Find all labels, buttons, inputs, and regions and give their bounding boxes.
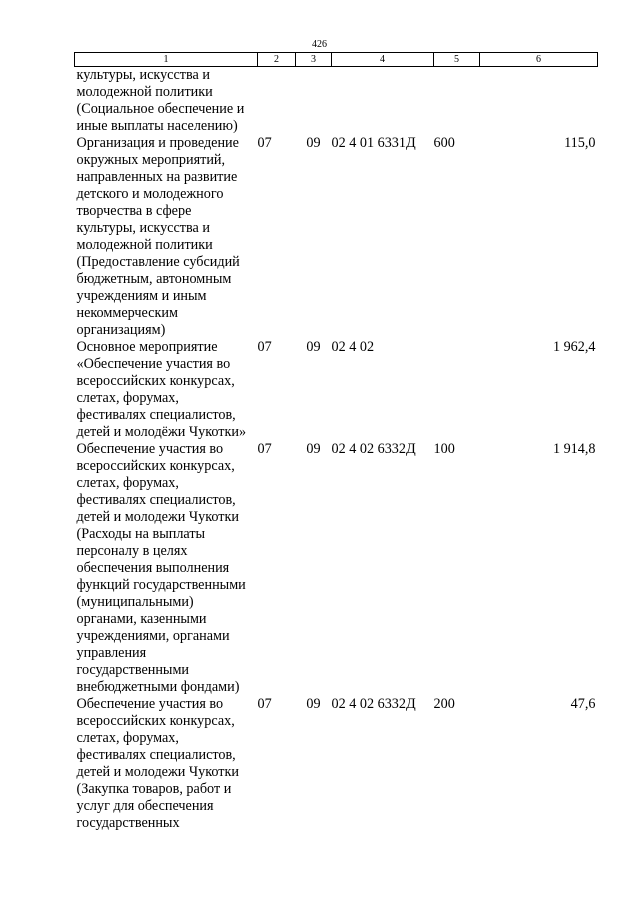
amount-value: 1 962,4 [552, 339, 596, 355]
row-name-line: внебюджетными фондами) [76, 679, 240, 695]
header-col-3: 3 [296, 53, 332, 67]
amount-value: 1 914,8 [552, 441, 596, 457]
section-code: 09 [306, 696, 321, 712]
row-name-line: (муниципальными) [76, 594, 194, 610]
header-col-5: 5 [434, 53, 480, 67]
table-row [75, 135, 598, 339]
table-body [75, 67, 598, 833]
table-row [75, 339, 598, 441]
row-name-line: направленных на развитие [76, 169, 238, 185]
row-name-line: (Закупка товаров, работ и [76, 781, 232, 797]
amount-value: 47,6 [570, 696, 596, 712]
row-name-line: слетах, форумах, [76, 730, 179, 746]
table-header [75, 53, 598, 67]
row-name-line: обеспечения выполнения [76, 560, 230, 576]
row-name-line: Обеспечение участия во [76, 441, 224, 457]
row-name-line: услуг для обеспечения [76, 798, 214, 814]
table-row [75, 67, 598, 136]
table-row [75, 441, 598, 696]
row-name-line: культуры, искусства и [76, 220, 210, 236]
target-article-code [332, 67, 434, 136]
row-name-line: (Социальное обеспечение и [76, 101, 245, 117]
row-name-line: учреждениями, органами [76, 628, 230, 644]
row-name-line: детей и молодежи Чукотки [76, 509, 239, 525]
row-name-line: бюджетным, автономным [76, 271, 232, 287]
expense-type-code [434, 339, 480, 441]
row-name-line: молодежной политики [76, 84, 213, 100]
header-col-1: 1 [75, 53, 258, 67]
target-article-code: 02 4 02 [331, 339, 375, 355]
row-name [75, 135, 258, 339]
row-name-line: управления [76, 645, 147, 661]
amount-value: 115,0 [564, 135, 596, 151]
row-name-line: государственных [76, 815, 180, 831]
expense-type-code: 100 [433, 441, 455, 457]
ministry-code: 07 [257, 339, 272, 355]
ministry-code: 07 [257, 135, 272, 151]
row-name [75, 339, 258, 441]
budget-table [74, 52, 598, 832]
row-name-line: культуры, искусства и [76, 67, 210, 83]
section-code: 09 [306, 339, 321, 355]
row-name-line: фестивалях специалистов, [76, 492, 236, 508]
row-name-line: Организация и проведение [76, 135, 239, 151]
row-name-line: органами, казенными [76, 611, 207, 627]
target-article-code: 02 4 02 6332Д [331, 696, 416, 712]
row-name-line: окружных мероприятий, [76, 152, 226, 168]
row-name-line: молодежной политики [76, 237, 213, 253]
row-name-line: фестивалях специалистов, [76, 407, 236, 423]
row-name-line: детского и молодежного [76, 186, 224, 202]
section-code [296, 67, 332, 136]
row-name [75, 696, 258, 832]
row-name-line: слетах, форумах, [76, 390, 179, 406]
row-name-line: всероссийских конкурсах, [76, 373, 235, 389]
header-col-4: 4 [332, 53, 434, 67]
expense-type-code: 600 [433, 135, 455, 151]
row-name-line: некоммерческим [76, 305, 178, 321]
header-col-6: 6 [480, 53, 598, 67]
amount-value [480, 67, 598, 136]
expense-type-code [434, 67, 480, 136]
section-code: 09 [306, 441, 321, 457]
row-name-line: всероссийских конкурсах, [76, 713, 235, 729]
row-name-line: учреждениям и иным [76, 288, 207, 304]
row-name-line: персоналу в целях [76, 543, 188, 559]
row-name-line: «Обеспечение участия во [76, 356, 231, 372]
target-article-code: 02 4 02 6332Д [331, 441, 416, 457]
table-row [75, 696, 598, 832]
row-name-line: фестивалях специалистов, [76, 747, 236, 763]
row-name-line: (Расходы на выплаты [76, 526, 206, 542]
section-code: 09 [306, 135, 321, 151]
row-name-line: Основное мероприятие [76, 339, 218, 355]
row-name-line: творчества в сфере [76, 203, 192, 219]
row-name [75, 441, 258, 696]
ministry-code [258, 67, 296, 136]
row-name-line: Обеспечение участия во [76, 696, 224, 712]
row-name-line: детей и молодежи Чукотки [76, 764, 239, 780]
row-name-line: функций государственными [76, 577, 246, 593]
header-col-2: 2 [258, 53, 296, 67]
row-name-line: слетах, форумах, [76, 475, 179, 491]
ministry-code: 07 [257, 441, 272, 457]
row-name-line: организациям) [76, 322, 166, 338]
page-number: 426 [312, 39, 327, 50]
ministry-code: 07 [257, 696, 272, 712]
row-name-line: государственными [76, 662, 190, 678]
row-name-line: иные выплаты населению) [76, 118, 238, 134]
row-name-line: детей и молодёжи Чукотки» [76, 424, 247, 440]
row-name-line: (Предоставление субсидий [76, 254, 240, 270]
target-article-code: 02 4 01 6331Д [331, 135, 416, 151]
expense-type-code: 200 [433, 696, 455, 712]
row-name [75, 67, 258, 136]
row-name-line: всероссийских конкурсах, [76, 458, 235, 474]
